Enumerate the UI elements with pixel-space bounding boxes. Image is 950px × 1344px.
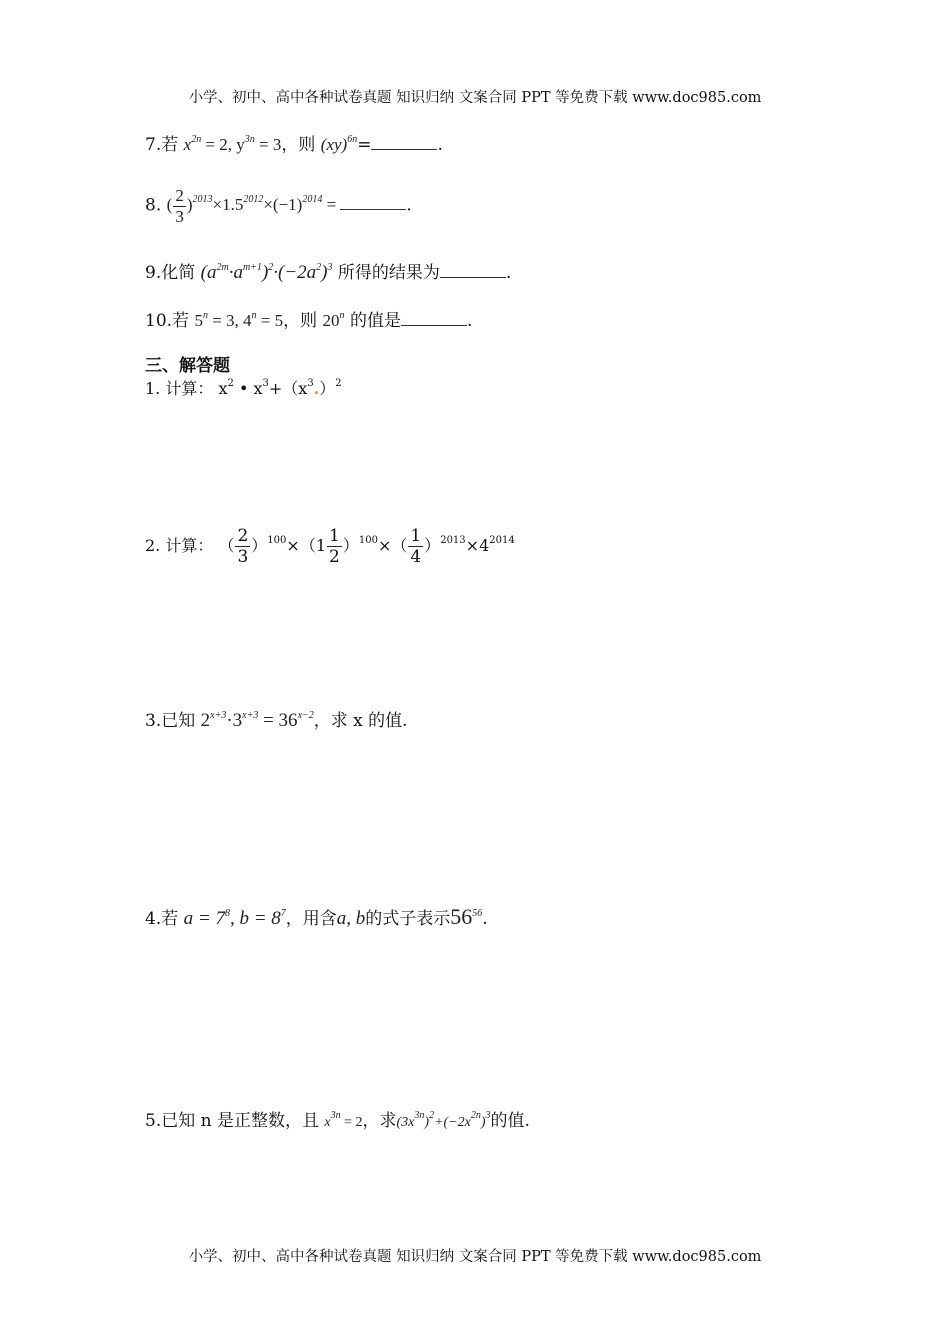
math-expression: （ $\frac{2}{3}$ ）$^{100}$×（1 $\frac{1}{2}$ ）$^{100}$×（ $\frac{1}{4}$ ）$^{2013}\times 4^{2014}$ bbox=[218, 526, 515, 567]
problem-label: 5.已知 n 是正整数，且 bbox=[145, 1111, 319, 1131]
answer-blank bbox=[340, 195, 406, 210]
math-expression: $x^2$ • $x^3+(x^3.)^2$ bbox=[218, 378, 342, 398]
math-condition: $x^{3n} = 2$ bbox=[324, 1110, 363, 1130]
problem-2 bbox=[145, 526, 515, 567]
problem-label: 2. 计算： bbox=[145, 536, 214, 555]
answer-blank bbox=[371, 135, 437, 150]
math-condition: $x^{2n} = 2$, $y^{3n} = 3$ bbox=[183, 134, 282, 154]
math-expression: $2^{x+3}\cdot 3^{x+3} = 36^{x-2}$ bbox=[200, 710, 314, 731]
math-variables: a, b bbox=[336, 908, 366, 929]
question-number: 10.若 bbox=[145, 311, 190, 331]
problem-label: 4.若 bbox=[145, 909, 179, 929]
section-title: 三、解答题 bbox=[145, 356, 230, 376]
problem-1 bbox=[145, 376, 342, 399]
problem-label: 3.已知 bbox=[145, 711, 196, 731]
page-footer: 小学、初中、高中各种试卷真题 知识归纳 文案合同 PPT 等免费下载 www.doc985.com bbox=[188, 1249, 762, 1265]
math-expression: ( $\frac{2}{3}$ )$^{2013}\times 1.5^{2012}\times(-1)^{2014}$ = bbox=[166, 186, 341, 226]
problem-3: 3.已知 $2^{x+3}\cdot 3^{x+3} = 36^{x-2}$，求 x 的值. bbox=[145, 710, 408, 731]
question-number: 9.化简 bbox=[145, 263, 196, 283]
math-expression: $(3x^{3n})^2+(-2x^{2n})^3$ bbox=[396, 1110, 491, 1130]
answer-blank bbox=[401, 311, 467, 326]
page-header: 小学、初中、高中各种试卷真题 知识归纳 文案合同 PPT 等免费下载 www.doc985.com bbox=[188, 90, 762, 106]
fraction: $\frac{2}{3}$ bbox=[237, 526, 249, 567]
math-condition: $a = 7^8$, $b = 8^7$ bbox=[183, 908, 286, 929]
math-condition: $5^n = 3$, $4^n = 5$ bbox=[194, 310, 284, 330]
question-10: 10.若 $5^n = 3$, $4^n = 5$，则 20$^n$ 的值是 . bbox=[145, 310, 473, 331]
answer-blank bbox=[440, 263, 506, 278]
math-target: $56^{56}$ bbox=[450, 904, 483, 929]
question-number: 7.若 bbox=[145, 135, 179, 155]
fraction: $\frac{2}{3}$ bbox=[175, 186, 184, 226]
question-9: 9.化简 $(a^{2m}\cdot a^{m+1})^2\cdot(-2a^2)^3$ 所得的结果为 . bbox=[145, 262, 512, 283]
problem-4: 4.若 $a = 7^8$, $b = 8^7$，用含a, b的式子表示$56^{56}$. bbox=[145, 904, 488, 929]
fraction: $\frac{1}{2}$ bbox=[329, 526, 340, 567]
math-expression: (xy)$^{6n}$ bbox=[320, 134, 358, 154]
math-expression: $(a^{2m}\cdot a^{m+1})^2\cdot(-2a^2)^3$ bbox=[200, 262, 333, 283]
math-expression: 20$^n$ bbox=[322, 310, 345, 330]
question-7: 7.若 $x^{2n} = 2$, $y^{3n} = 3$，则 (xy)$^{6n}$= . bbox=[145, 134, 443, 155]
problem-label: 1. 计算： bbox=[145, 379, 214, 398]
question-8: 8. ( $\frac{2}{3}$ )$^{2013}\times 1.5^{2012}\times(-1)^{2014}$ = . bbox=[145, 186, 412, 226]
question-number: 8. bbox=[145, 195, 162, 216]
problem-5: 5.已知 n 是正整数，且 $x^{3n} = 2$，求$(3x^{3n})^2+(-2x^{2n})^3$的值. bbox=[145, 1110, 530, 1131]
fraction: $\frac{1}{4}$ bbox=[410, 526, 422, 567]
